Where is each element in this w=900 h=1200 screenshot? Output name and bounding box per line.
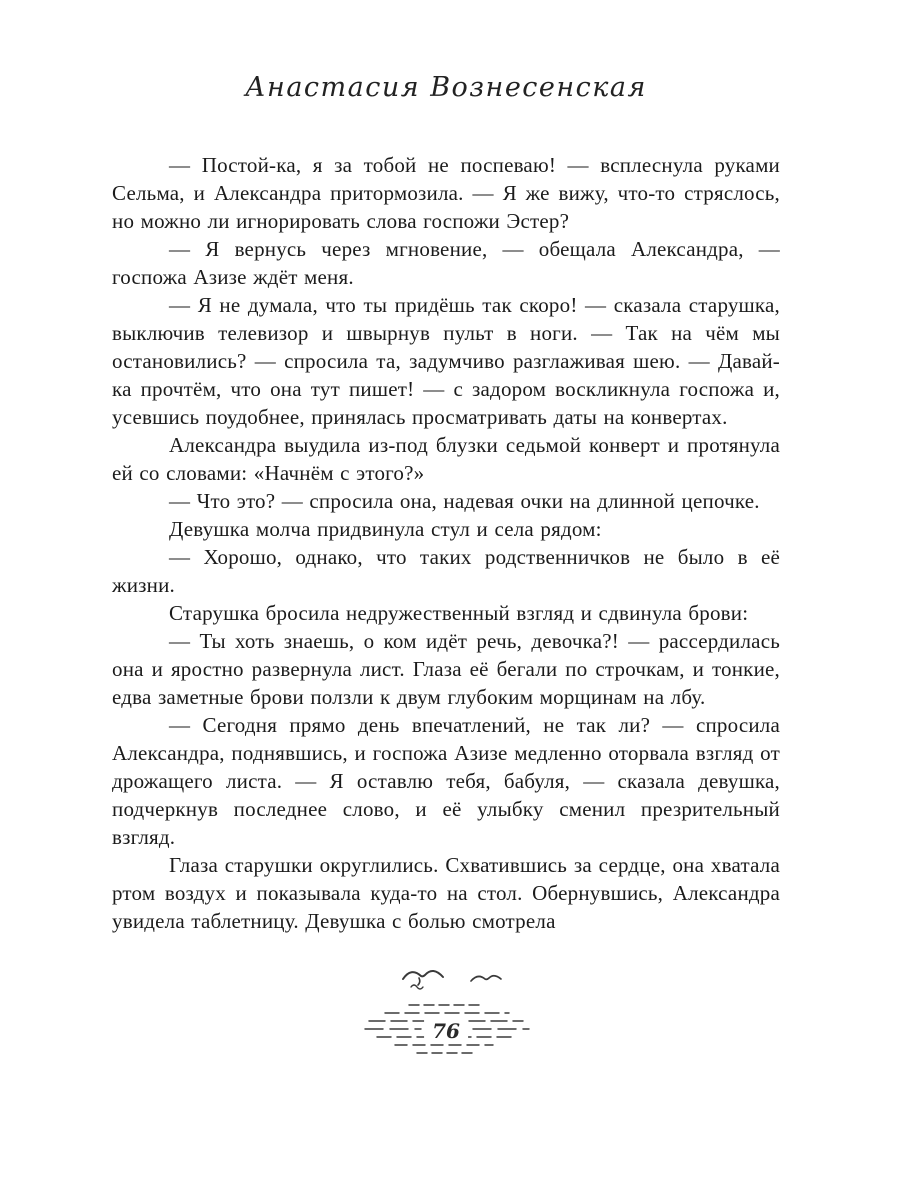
paragraph: — Постой-ка, я за тобой не поспеваю! — всплеснула руками Сельма, и Александра притормозила. — Я же вижу, что-то стряслось, но можно ли игнорировать слова госпожи Эстер? [112, 153, 780, 233]
paragraph: — Сегодня прямо день впечатлений, не так ли? — спросила Александра, поднявшись, и госпожа Азизе медленно оторвала взгляд от дрожащего листа. — Я оставлю тебя, бабуля, — сказала девушка, подчеркнув последнее слово, и её улыбку сменил презрительный взгляд. [112, 713, 780, 849]
paragraph: — Я не думала, что ты придёшь так скоро! — сказала старушка, выключив телевизор и швырнув пульт в ноги. — Так на чём мы остановились? — спросила та, задумчиво разглаживая шею. — Давай-ка прочтём, что она тут пишет! — с задором воскликнула госпожа и, усевшись поудобнее, принялась просматривать даты на конвертах. [112, 293, 780, 429]
footer-vignette [351, 957, 541, 1067]
paragraph: Девушка молча придвинула стул и села рядом: [169, 517, 602, 541]
paragraph: Александра выудила из-под блузки седьмой конверт и протянула ей со словами: «Начнём с этого?» [112, 433, 780, 485]
paragraph: — Что это? — спросила она, надевая очки на длинной цепочке. [169, 489, 760, 513]
running-header-author: Анастасия Вознесенская [245, 72, 647, 103]
paragraph: — Ты хоть знаешь, о ком идёт речь, девочка?! — рассердилась она и яростно развернула лист. Глаза её бегали по строчкам, и тонкие, едва заметные брови ползли к двум глубоким морщинам на лбу. [112, 629, 780, 709]
paragraph: — Хорошо, однако, что таких родственничков не было в её жизни. [112, 545, 780, 597]
paragraph: — Я вернусь через мгновение, — обещала Александра, — госпожа Азизе ждёт меня. [112, 237, 780, 289]
seagulls-illustration [351, 957, 541, 1067]
paragraph: Старушка бросила недружественный взгляд и сдвинула брови: [169, 601, 749, 625]
page-number: 76 [424, 1019, 468, 1043]
body-text [112, 151, 780, 935]
paragraph: Глаза старушки округлились. Схватившись за сердце, она хватала ртом воздух и показывала куда-то на стол. Обернувшись, Александра увидела таблетницу. Девушка с болью смотрела [112, 853, 780, 933]
